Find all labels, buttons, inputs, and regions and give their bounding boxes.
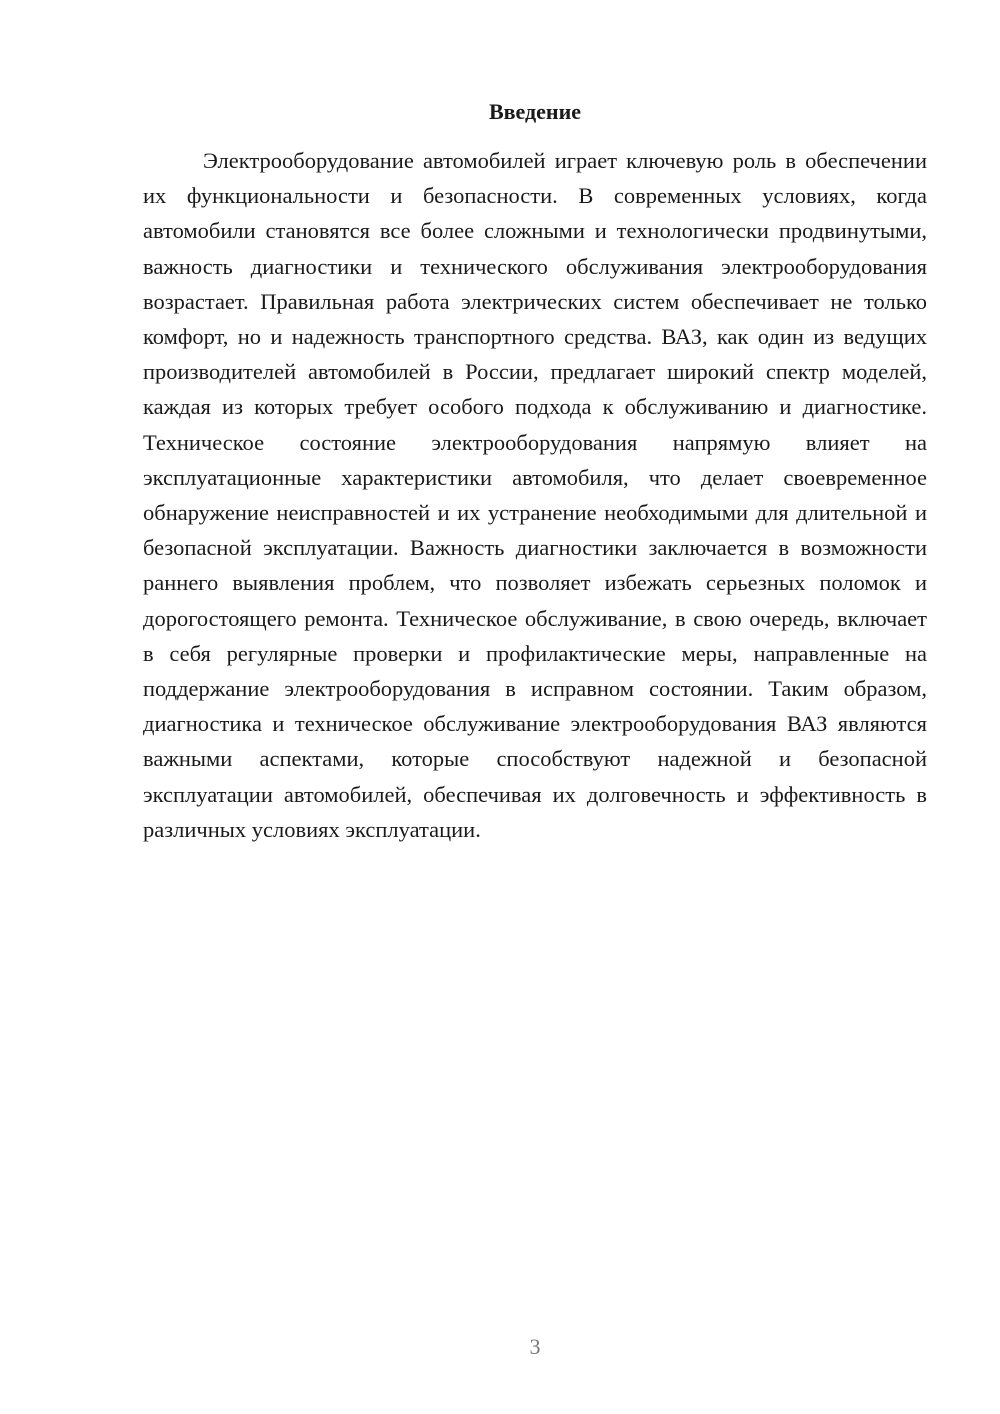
section-title: Введение xyxy=(488,99,582,124)
body-paragraph: Электрооборудование автомобилей играет ключевую роль в обеспечении их функциональности и безопасности. В современных условиях, когда автомобили становятся все более сложными и технологически продвинутыми, важность диагностики и технического обслуживания электрооборудования возрастает. Правильная работа электрических систем обеспечивает не только комфорт, но и надежность транспортного средства. ВАЗ, как один из ведущих производителей автомобилей в России, предлагает широкий спектр моделей, каждая из которых требует особого подхода к обслуживанию и диагностике. Техническое состояние электрооборудования напрямую влияет на эксплуатационные характеристики автомобиля, что делает своевременное обнаружение неисправностей и их устранение необходимыми для длительной и безопасной эксплуатации. Важность диагностики заключается в возможности раннего выявления проблем, что позволяет избежать серьезных поломок и дорогостоящего ремонта. Техническое обслуживание, в свою очередь, включает в себя регулярные проверки и профилактические меры, направленные на поддержание электрооборудования в исправном состоянии. Таким образом, диагностика и техническое обслуживание электрооборудования ВАЗ являются важными аспектами, которые способствуют надежной и безопасной эксплуатации автомобилей, обеспечивая их долговечность и эффективность в различных условиях эксплуатации. xyxy=(143,148,927,842)
page-number: 3 xyxy=(529,1334,541,1359)
